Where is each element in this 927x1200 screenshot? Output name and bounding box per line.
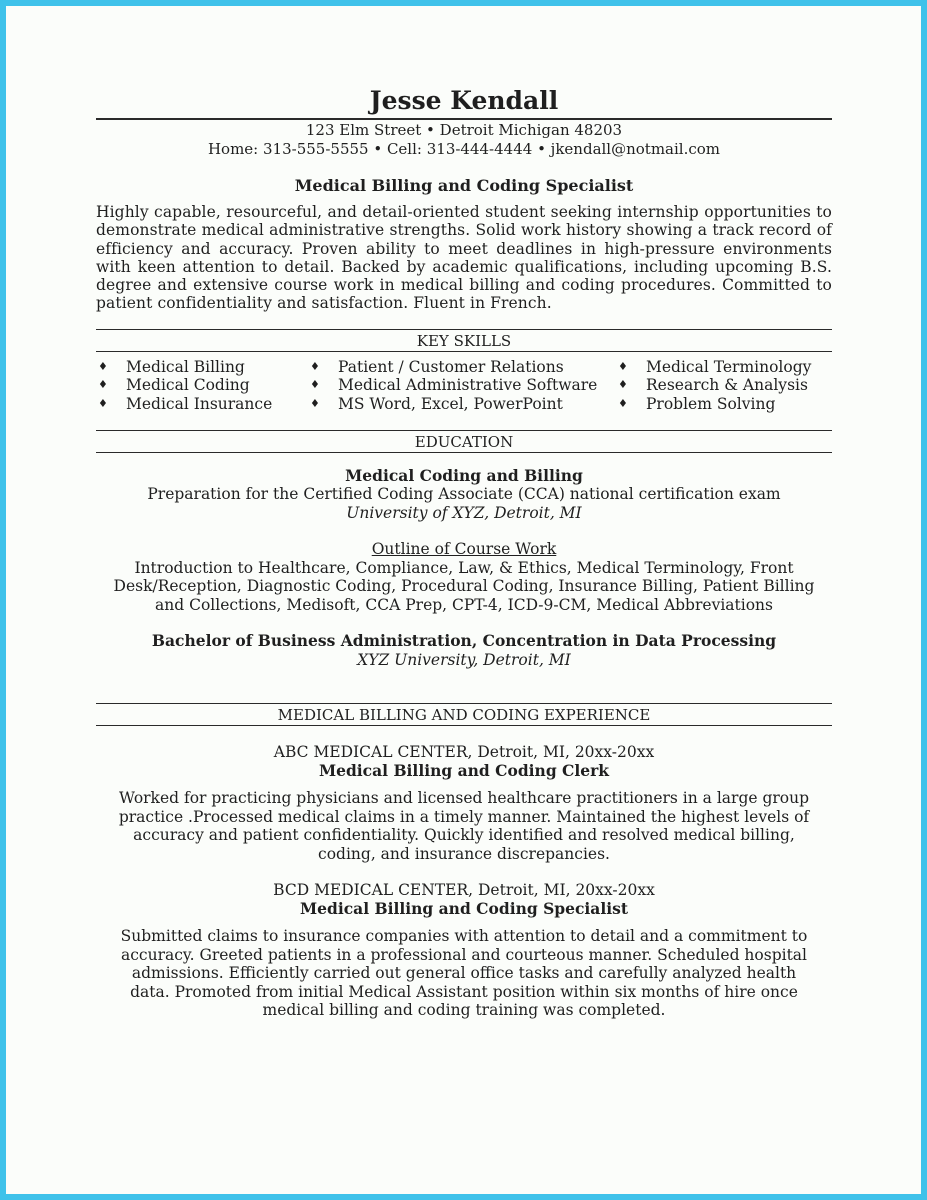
education-section-title: EDUCATION — [414, 432, 514, 451]
skill-item — [96, 376, 308, 395]
header-divider — [96, 118, 832, 120]
skill-item — [308, 395, 616, 414]
job-role: Medical Billing and Coding Specialist — [299, 898, 629, 918]
diamond-bullet-icon: ♦ — [618, 378, 628, 392]
experience-section-title: MEDICAL BILLING AND CODING EXPERIENCE — [277, 706, 651, 725]
job-entry — [96, 881, 832, 1020]
skill-label: Patient / Customer Relations — [338, 357, 564, 376]
diamond-bullet-icon: ♦ — [310, 396, 320, 410]
skill-label: Problem Solving — [646, 394, 776, 413]
degree-title: Bachelor of Business Administration, Concentration in Data Processing — [151, 631, 777, 651]
skill-item — [308, 376, 616, 395]
diamond-bullet-icon: ♦ — [98, 359, 108, 373]
job-employer: ABC MEDICAL CENTER, Detroit, MI, 20xx-20xx — [273, 743, 655, 762]
candidate-name: Jesse Kendall — [369, 86, 559, 115]
skill-label: Research & Analysis — [646, 376, 808, 395]
program-title: Medical Coding and Billing — [345, 465, 583, 485]
diamond-bullet-icon: ♦ — [98, 378, 108, 392]
diamond-bullet-icon: ♦ — [98, 396, 108, 410]
diamond-bullet-icon: ♦ — [618, 359, 628, 373]
coursework-heading: Outline of Course Work — [371, 540, 557, 559]
skill-label: Medical Coding — [126, 376, 250, 395]
skill-item — [96, 395, 308, 414]
job-description: Worked for practicing physicians and licensed healthcare practitioners in a large group practice .Processed medical claims in a timely manner. Maintained the highest levels of accuracy and patient confidentiality. Quickly identified and resolved medical billing, coding, and insurance discrepancies. — [118, 789, 810, 863]
diamond-bullet-icon: ♦ — [310, 359, 320, 373]
headline: Medical Billing and Coding Specialist — [294, 176, 634, 195]
skills-section-title: KEY SKILLS — [416, 331, 512, 350]
coursework-list: Introduction to Healthcare, Compliance, Law, & Ethics, Medical Terminology, Front Desk/Reception, Diagnostic Coding, Procedural Coding, Insurance Billing, Patient Billing and Collections, Medisoft, CCA Prep, CPT-4, ICD-9-CM, Medical Abbreviations — [113, 558, 815, 614]
job-employer: BCD MEDICAL CENTER, Detroit, MI, 20xx-20xx — [273, 881, 655, 900]
contact-line: Home: 313-555-5555 • Cell: 313-444-4444 • jkendall@notmail.com — [207, 140, 721, 158]
summary-paragraph: Highly capable, resourceful, and detail-oriented student seeking internship opportunities to demonstrate medical administrative strengths. Solid work history showing a track record of efficiency and accuracy. Proven ability to meet deadlines in high-pressure environments with keen attention to detail. Backed by academic qualifications, including upcoming B.S. degree and extensive course work in medical billing and coding procedures. Committed to patient confidentiality and satisfaction. Fluent in French. — [96, 203, 832, 313]
diamond-bullet-icon: ♦ — [618, 396, 628, 410]
skill-item — [308, 358, 616, 377]
skills-column-2 — [308, 358, 616, 414]
diamond-bullet-icon: ♦ — [310, 378, 320, 392]
address-line: 123 Elm Street • Detroit Michigan 48203 — [305, 121, 623, 139]
skill-label: Medical Insurance — [126, 394, 273, 413]
job-entry — [96, 743, 832, 863]
experience-divider-bottom — [96, 725, 832, 726]
skills-divider-bottom — [96, 351, 832, 352]
skill-label: Medical Terminology — [646, 357, 812, 376]
skill-label: Medical Billing — [126, 357, 245, 376]
skills-column-1 — [96, 358, 308, 414]
skill-item — [616, 376, 832, 395]
program-school: University of XYZ, Detroit, MI — [346, 503, 582, 522]
education-section — [96, 467, 832, 670]
skills-column-3 — [616, 358, 832, 414]
skill-label: Medical Administrative Software — [338, 376, 598, 395]
skill-item — [96, 358, 308, 377]
job-role: Medical Billing and Coding Clerk — [318, 760, 610, 780]
skill-label: MS Word, Excel, PowerPoint — [338, 394, 563, 413]
job-description: Submitted claims to insurance companies with attention to detail and a commitment to accuracy. Greeted patients in a professional and courteous manner. Scheduled hospital admissions. Efficiently carried out general office tasks and carefully analyzed health data. Promoted from initial Medical Assistant position within six months of hire once medical billing and coding training was completed. — [120, 927, 808, 1020]
resume-page — [96, 84, 832, 1020]
skills-list — [96, 358, 832, 414]
skill-item — [616, 358, 832, 377]
degree-school: XYZ University, Detroit, MI — [357, 650, 571, 669]
skill-item — [616, 395, 832, 414]
program-description: Preparation for the Certified Coding Associate (CCA) national certification exam — [147, 485, 781, 504]
education-divider-bottom — [96, 452, 832, 453]
